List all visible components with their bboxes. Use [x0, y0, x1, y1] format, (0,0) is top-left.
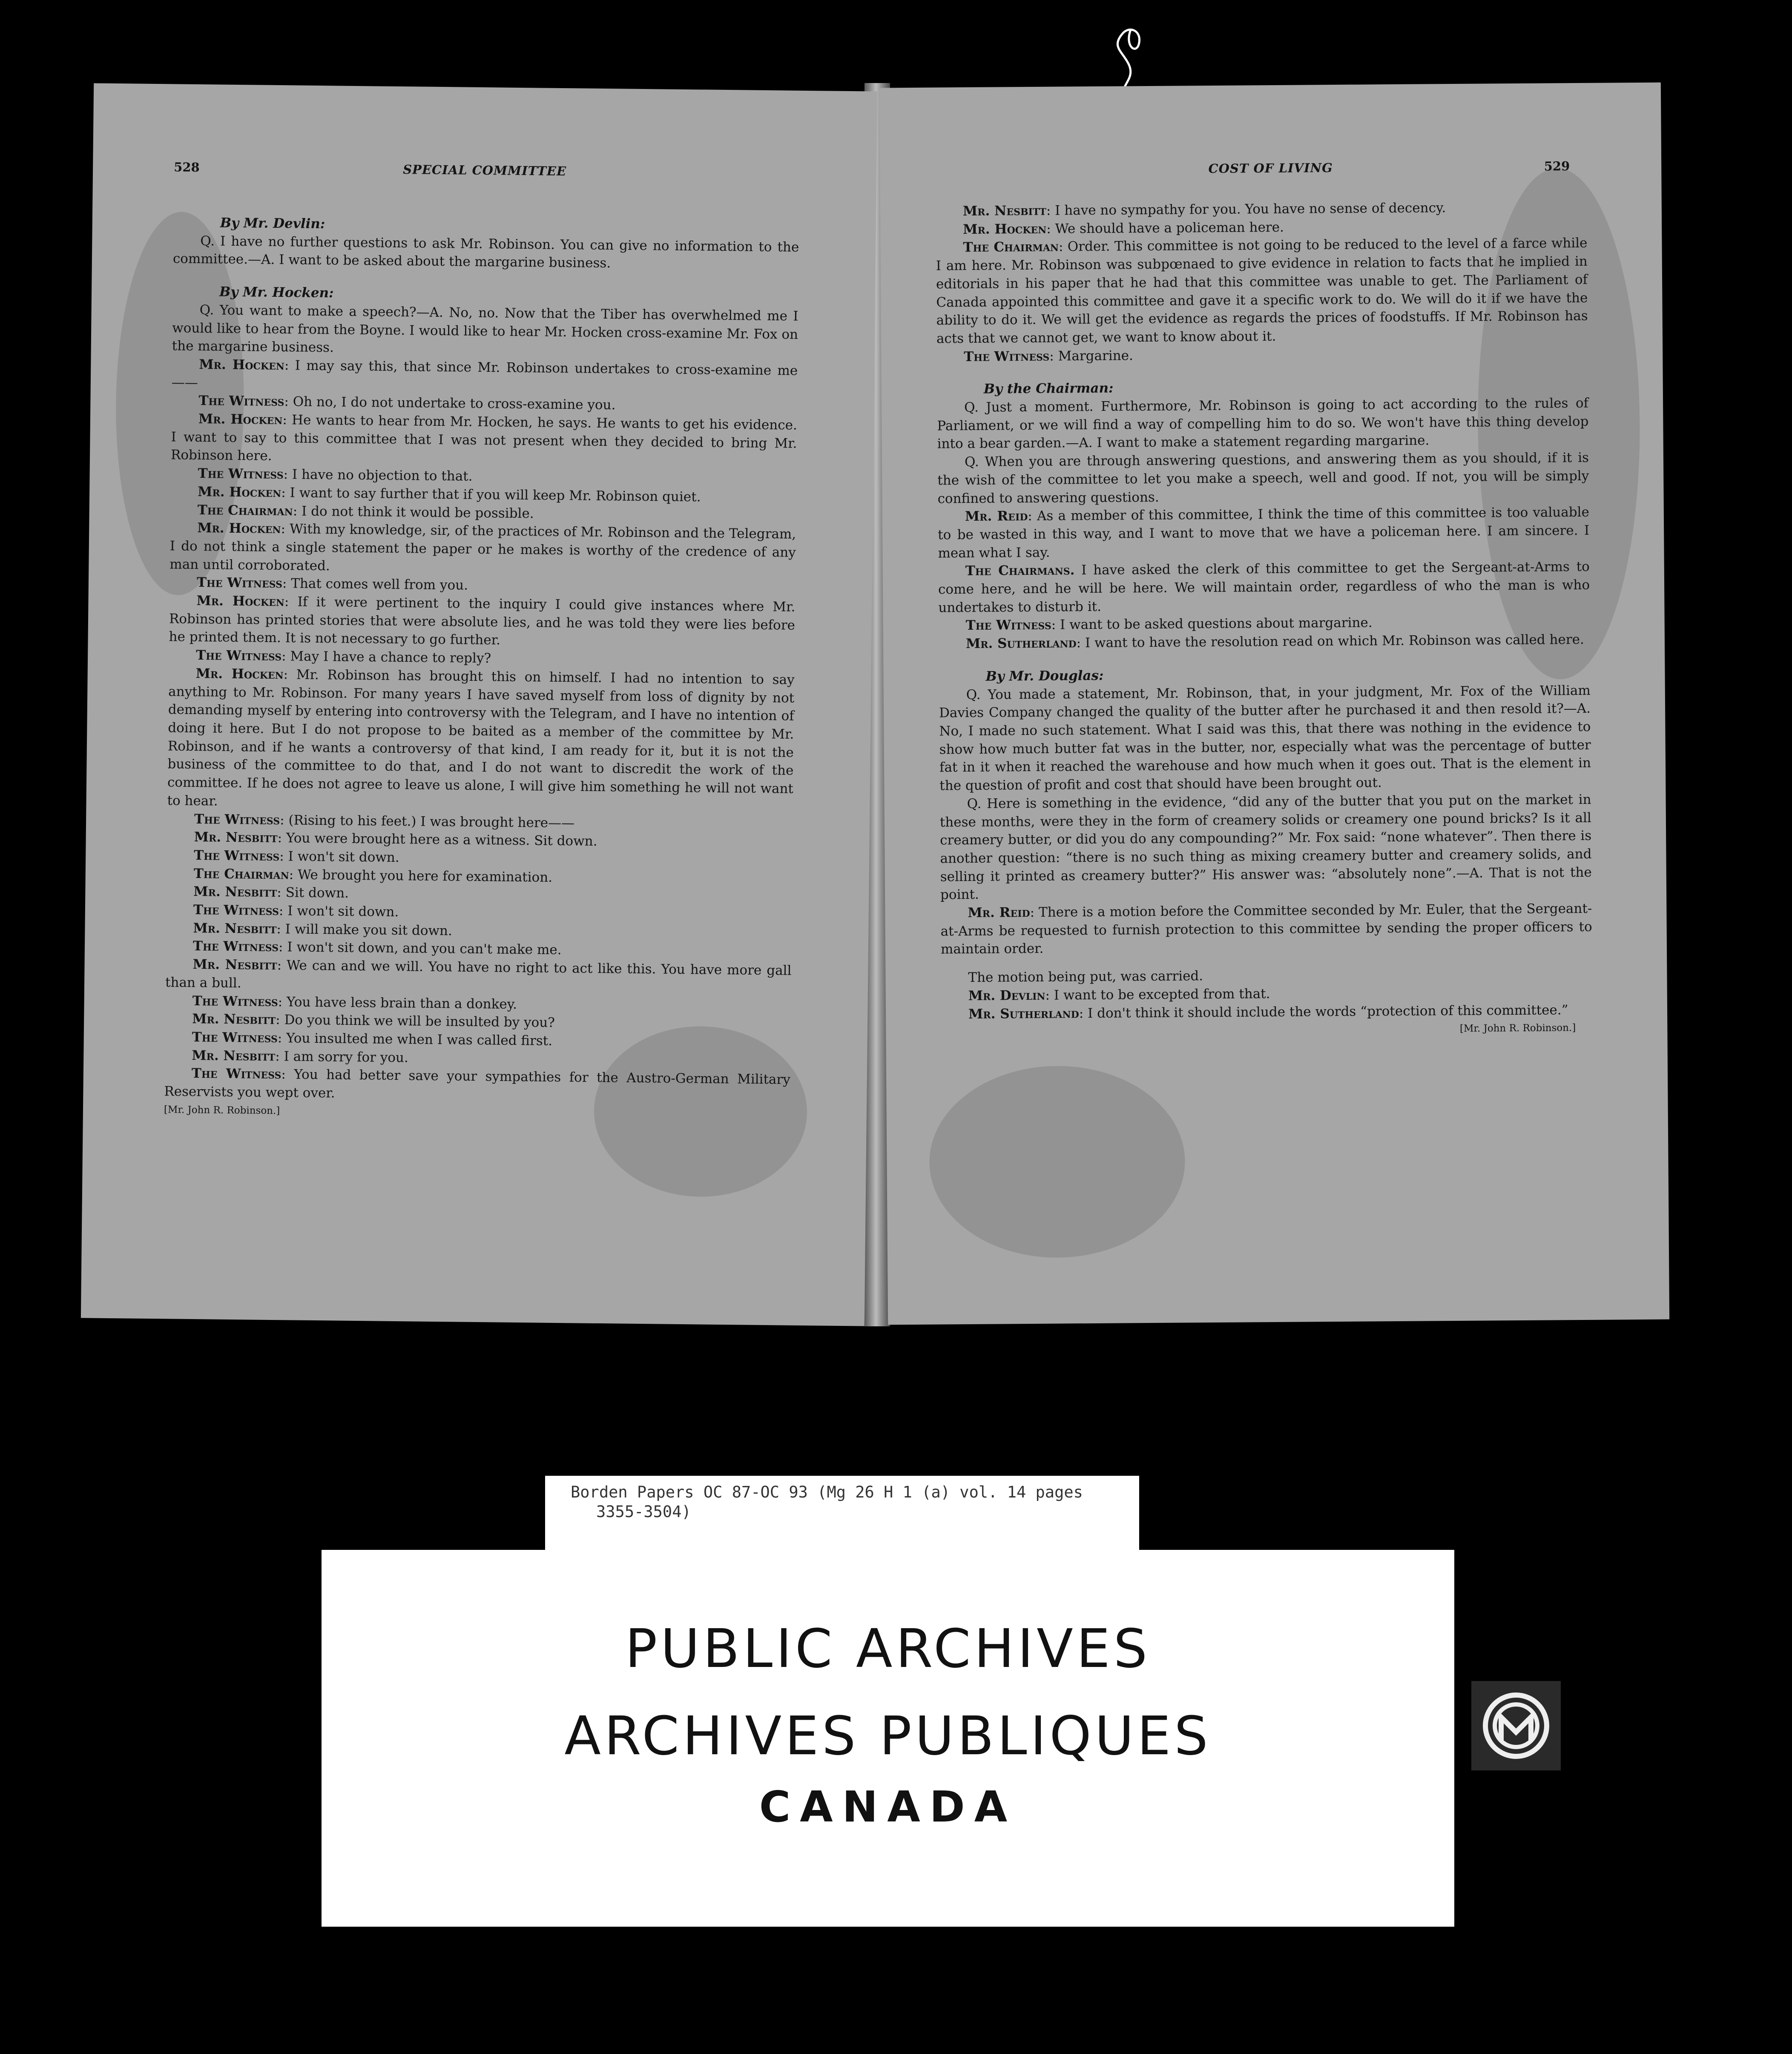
archive-label-line-2: ARCHIVES PUBLIQUES: [564, 1705, 1212, 1767]
speaker-name: The Witness: [192, 938, 279, 955]
page-number: 528: [174, 160, 200, 175]
speech-text: : I have no objection to that.: [283, 467, 473, 484]
speech-paragraph: [940, 900, 1592, 959]
speech-paragraph: [172, 355, 798, 398]
speaker-name: Mr. Sutherland: [965, 635, 1077, 652]
speaker-name: Mr. Hocken: [198, 411, 283, 428]
speech-text: : You have less brain than a donkey.: [278, 994, 517, 1012]
speech-text: : You insulted me when I was called first.: [277, 1030, 553, 1049]
speech-paragraph: [169, 591, 795, 652]
speech-paragraph: [167, 664, 794, 816]
speech-text: : Sit down.: [277, 885, 349, 901]
examiner-heading: By Mr. Devlin:: [220, 215, 325, 232]
speech-text: : We brought you here for examination.: [289, 866, 553, 885]
speaker-name: Mr. Nesbitt: [192, 1047, 276, 1064]
right-page-text: [936, 198, 1593, 1042]
speaker-name: Mr. Nesbitt: [193, 884, 277, 901]
speaker-name: Mr. Hocken: [196, 593, 285, 610]
testimony-paragraph: The motion being put, was carried.: [968, 968, 1203, 986]
speaker-name: The Witness: [193, 902, 279, 919]
speech-text: : I don't think it should include the words “protection of this committee.”: [1079, 1002, 1568, 1021]
speech-text: : We should have a policeman here.: [1046, 219, 1284, 237]
testimony-paragraph: Q. Just a moment. Furthermore, Mr. Robinson is going to act according to the rules of Parliament, or we will find a way of compelling him to do so. We won't have this thing develop into a bear garden.—A. I want to make a statement regarding margarine.: [937, 395, 1589, 452]
speaker-name: Mr. Hocken: [197, 520, 281, 537]
speaker-name: Mr. Devlin: [968, 987, 1045, 1004]
speaker-name: The Witness: [196, 575, 283, 591]
speech-paragraph: [938, 558, 1590, 617]
page-number: 529: [1544, 159, 1570, 174]
running-title: SPECIAL COMMITTEE: [403, 162, 567, 179]
speech-paragraph: [938, 503, 1590, 562]
testimony-paragraph: Q. I have no further questions to ask Mr. Robinson. You can give no information to the committee.—A. I want to be asked about the margarine business.: [172, 233, 799, 271]
speech-text: : If it were pertinent to the inquiry I could give instances where Mr. Robinson has printed stories that were absolute lies, and he was told they were lies before he printed them. It is not necessary to go further.: [169, 594, 795, 648]
speech-text: : Oh no, I do not undertake to cross-examine you.: [284, 394, 616, 413]
speaker-name: The Witness: [191, 1066, 281, 1082]
speech-text: : I want to say further that if you will keep Mr. Robinson quiet.: [281, 485, 701, 505]
speaker-name: Mr. Nesbitt: [192, 957, 277, 973]
testimony-paragraph: Q. When you are through answering questions, and answering them as you should, if it is the wish of the committee to let you make a speech, well and good. If not, you will be simply confined to answering questions.: [937, 450, 1589, 507]
examiner-heading: By Mr. Hocken:: [219, 284, 334, 301]
archive-label-line-1: PUBLIC ARCHIVES: [625, 1618, 1151, 1680]
speech-text: : (Rising to his feet.) I was brought here——: [280, 812, 575, 831]
testimony-paragraph: Q. You made a statement, Mr. Robinson, that, in your judgment, Mr. Fox of the William Davies Company changed the quality of the butter after he purchased it and then resold it?—A. No, I made no such statement. What I said was this, that there was nothing in the evidence to show how much butter fat was in the butter, nor, especially what was the percentage of butter fat in it when it reached the warehouse and how much when it goes out. That is the element in the question of profit and cost that should have been brought out.: [939, 683, 1591, 794]
speech-text: : Mr. Robinson has brought this on himself. I had no intention to say anything to Mr. Robinson. For many years I have saved myself from loss of dignity by not demanding myself by entering into controversy with the Telegram, and I have no intention of doing it here. But I do not propose to be baited as a member of the committee by Mr. Robinson, and if he wants a controversy of that kind, I am ready for it, but it is not the business of the committee to do that, and I do not want to discredit the work of the committee. If he does not agree to leave us alone, I will give him something he will not want to hear.: [167, 667, 795, 809]
examiner-heading: By Mr. Douglas:: [985, 668, 1104, 684]
speaker-name: Mr. Nesbitt: [194, 829, 278, 846]
speech-text: : You were brought here as a witness. Sit down.: [277, 830, 597, 849]
speech-text: : I want to have the resolution read on which Mr. Robinson was called here.: [1076, 632, 1584, 651]
slip-line-2: 3355-3504): [596, 1503, 691, 1521]
speaker-name: The Witness: [194, 811, 280, 828]
speech-text: : I won't sit down, and you can't make me.: [278, 939, 562, 958]
left-page: [81, 83, 877, 1326]
speech-text: : With my knowledge, sir, of the practices of Mr. Robinson and the Telegram, I do not think a single statement the paper or he makes is worthy of the credence of any man until corroborated.: [169, 521, 796, 574]
running-title: COST OF LIVING: [1208, 161, 1333, 176]
archive-label-line-3: CANADA: [759, 1782, 1017, 1832]
speech-text: : Order. This committee is not going to be reduced to the level of a farce while I am here. Mr. Robinson was subpœnaed to give evidence in relation to facts that he implied in editorials in his paper that he had that this committee was unable to get. The Parliament of Canada appointed this committee and gave it a specific work to do. We will do it if we have the ability to do it. We will get the evidence as regards the prices of foodstuffs. If Mr. Robinson has acts that we cannot get, we want to know about it.: [936, 235, 1588, 347]
speech-paragraph: [169, 519, 796, 580]
speech-text: : Do you think we will be insulted by you?: [276, 1012, 555, 1031]
speech-text: : Margarine.: [1049, 347, 1134, 364]
speech-text: : I have no sympathy for you. You have no sense of decency.: [1046, 200, 1446, 218]
left-page-header: [93, 159, 876, 184]
speaker-name: The Witness: [192, 993, 278, 1010]
speaker-name: Mr. Nesbitt: [192, 1011, 276, 1028]
speaker-name: The Witness: [194, 847, 280, 864]
speaker-name: Mr. Nesbitt: [962, 203, 1047, 219]
speech-paragraph: [171, 410, 797, 470]
speech-text: : I am sorry for you.: [275, 1048, 409, 1065]
reference-slip: [545, 1476, 1139, 1552]
speech-text: : We can and we will. You have no right to act like this. You have more gall than a bull.: [165, 958, 792, 991]
speech-text: : There is a motion before the Committee seconded by Mr. Euler, that the Sergeant-at-Arms be requested to furnish protection to this committee by sending the proper officers to maintain order.: [940, 901, 1592, 957]
testimony-paragraph: Q. Here is something in the evidence, “did any of the butter that you put on the market in these months, were they in the form of creamery solids or creamery one pound bricks? Is it all creamery butter, or did you do any compounding?” Mr. Fox said: “none whatever”. Then there is another question: “there is no such thing as mixing creamery butter and creamery solids, and selling it printed as creamery butter?” His answer was: “absolutely none”.—A. That is not the point.: [939, 792, 1592, 903]
testimony-paragraph: Q. You want to make a speech?—A. No, no. Now that the Tiber has overwhelmed me I would like to hear from the Boyne. I would like to hear Mr. Hocken cross-examine Mr. Fox on the margarine business.: [172, 302, 798, 356]
speech-text: : May I have a chance to reply?: [281, 648, 491, 666]
speaker-name: Mr. Hocken: [199, 356, 285, 373]
examiner-heading: By the Chairman:: [983, 380, 1114, 397]
speech-text: : You had better save your sympathies for the Austro-German Military Reservists you wept over.: [164, 1067, 791, 1101]
speech-text: : That comes well from you.: [282, 576, 468, 594]
speaker-name: The Chairman: [193, 866, 290, 882]
speaker-name: Mr. Hocken: [198, 484, 281, 500]
speaker-name: The Witness: [198, 466, 284, 482]
witness-signature: [Mr. John R. Robinson.]: [1459, 1022, 1576, 1035]
speaker-name: Mr. Hocken: [963, 221, 1047, 237]
speech-text: I have asked the clerk of this committee to get the Sergeant-at-Arms to come here, and he will be here. We will maintain order, regardless of who the man is who undertakes to disturb it.: [938, 559, 1590, 616]
left-page-text: [164, 199, 800, 1125]
speaker-name: The Witness: [964, 348, 1050, 364]
speaker-name: The Witness: [195, 648, 282, 664]
speech-text: : I want to be excepted from that.: [1045, 986, 1270, 1003]
right-page: [879, 83, 1669, 1325]
speech-text: : I won't sit down.: [279, 849, 399, 865]
speech-text: : I want to be asked questions about margarine.: [1051, 615, 1373, 633]
speech-text: : I may say this, that since Mr. Robinson undertakes to cross-examine me——: [171, 358, 798, 390]
witness-signature: [Mr. John R. Robinson.]: [164, 1104, 280, 1116]
speaker-name: The Witness: [192, 1029, 278, 1046]
speaker-name: The Witness: [198, 393, 284, 410]
speaker-name: Mr. Sutherland: [968, 1005, 1079, 1022]
speech-text: : I won't sit down.: [279, 903, 399, 920]
speech-paragraph: [165, 955, 792, 998]
speaker-name: The Witness: [965, 617, 1051, 634]
archive-label: [322, 1550, 1454, 1927]
public-archives-emblem-icon: [1471, 1681, 1561, 1770]
speaker-name: Mr. Hocken: [195, 666, 284, 683]
speech-paragraph: [164, 1064, 790, 1107]
speaker-name: The Chairmans.: [965, 562, 1075, 579]
slip-line-1: Borden Papers OC 87-OC 93 (Mg 26 H 1 (a) vol. 14 pages: [571, 1483, 1083, 1501]
speaker-name: Mr. Reid: [965, 508, 1028, 525]
speaker-name: Mr. Reid: [968, 905, 1030, 921]
speech-text: : I do not think it would be possible.: [293, 503, 534, 521]
speaker-name: The Chairman: [197, 502, 293, 519]
speech-text: : I will make you sit down.: [276, 921, 453, 939]
speaker-name: Mr. Nesbitt: [193, 920, 277, 937]
speech-text: : He wants to hear from Mr. Hocken, he says. He wants to get his evidence. I want to say to this committee that I was not present when they decided to bring Mr. Robinson here.: [170, 412, 798, 464]
speaker-name: The Chairman: [963, 239, 1059, 255]
speech-text: : As a member of this committee, I think the time of this committee is too valuable to be wasted in this way, and I want to move that we have a policeman here. I am sincere. I mean what I say.: [938, 505, 1590, 561]
speech-paragraph: [936, 234, 1588, 348]
